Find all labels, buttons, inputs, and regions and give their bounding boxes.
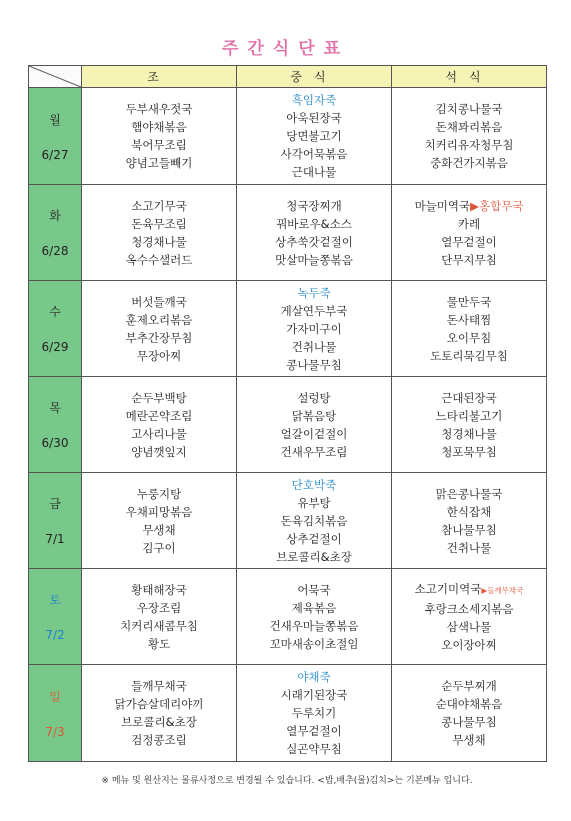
menu-item: 검정콩조림: [131, 733, 187, 747]
menu-item: 닭가슴살데리야끼: [114, 697, 204, 711]
menu-item: 청경채나물: [131, 234, 187, 249]
day-date: 7/3: [45, 724, 65, 739]
menu-item: 무생채: [142, 522, 176, 537]
lunch-cell: [237, 665, 392, 762]
menu-item: 사각어묵볶음: [280, 147, 348, 161]
menu-item: 맛살마늘쫑볶음: [275, 252, 353, 267]
menu-item: 버섯들깨국: [131, 294, 187, 309]
menu-item: 훈제오리볶음: [125, 312, 193, 327]
alternative-menu-note: ▶홍합무국: [470, 198, 524, 213]
menu-item: 두부새우젓국: [125, 102, 193, 116]
footer-note: ※ 메뉴 및 원산지는 물류사정으로 변경될 수 있습니다. <밥,배추(물)김치>는 기본메뉴 입니다.: [101, 776, 473, 786]
menu-item: 오이장아찌: [441, 637, 497, 652]
menu-item: 브로콜리&초장: [276, 549, 352, 564]
day-cell: [29, 569, 82, 665]
column-header-lunch: 중식: [237, 66, 392, 88]
menu-item: 참나물무침: [441, 522, 497, 537]
dinner-cell: [392, 665, 547, 762]
menu-item: 가자미구이: [286, 321, 342, 336]
day-date: 6/29: [41, 340, 69, 354]
menu-item: 순두부백탕: [131, 390, 187, 405]
menu-item: 건새우마늘쫑볶음: [269, 618, 359, 633]
menu-item: 근대나물: [291, 165, 337, 179]
porridge-special: 녹두죽: [297, 285, 331, 300]
menu-item: 돈채꽈리볶음: [435, 120, 503, 134]
menu-item-text: 마늘미역국: [414, 198, 471, 213]
menu-item: 콩나물무침: [441, 715, 497, 729]
menu-item: 우장조림: [136, 600, 182, 615]
menu-item: 김치콩나물국: [435, 102, 503, 116]
menu-item: 제육볶음: [291, 600, 337, 615]
menu-item: 건취나물: [446, 540, 492, 555]
menu-item: 황태해장국: [131, 582, 187, 597]
column-header-breakfast: 조: [82, 66, 237, 88]
menu-item: 양념고들빼기: [125, 156, 193, 170]
menu-item: 시래기된장국: [280, 688, 348, 702]
menu-item: 치커리새콤무침: [120, 618, 198, 633]
breakfast-cell: [82, 281, 237, 377]
day-name: 화: [49, 209, 61, 223]
porridge-special: 단호박죽: [291, 477, 337, 492]
menu-item: 후랑크소세지볶음: [424, 601, 514, 616]
breakfast-cell: [82, 473, 237, 569]
day-date: 6/30: [41, 436, 69, 450]
menu-item: 메란곤약조림: [125, 408, 193, 423]
menu-item: 느타리불고기: [435, 408, 503, 423]
menu-item: 열무겉절이: [441, 234, 497, 249]
menu-item: 돈사태찜: [446, 312, 492, 327]
menu-item: 아욱된장국: [286, 111, 342, 125]
menu-item: 청포묵무침: [441, 444, 497, 459]
menu-item: 고사리나물: [131, 426, 187, 441]
menu-item: 근대된장국: [441, 390, 497, 405]
menu-item: [392, 580, 546, 600]
dinner-cell: [392, 377, 547, 473]
menu-item: 꿔바로우&소스: [276, 216, 352, 231]
menu-item: 물만두국: [446, 294, 492, 309]
menu-item: 카레: [457, 216, 481, 231]
menu-item: 들깨무채국: [131, 679, 187, 693]
menu-item: 당면불고기: [286, 129, 342, 143]
menu-item: 돈육김치볶음: [280, 513, 348, 528]
menu-item: 한식잡채: [446, 504, 492, 519]
alternative-menu-note: ▶들깨무채국: [481, 585, 524, 595]
day-date: 7/2: [45, 628, 65, 642]
menu-item: 오이무침: [446, 330, 492, 345]
table-header-row: [29, 66, 547, 88]
table-row: [29, 473, 547, 569]
menu-item: 소고기무국: [131, 198, 187, 213]
table-row: [29, 185, 547, 281]
menu-item-text: 소고기미역국: [414, 581, 482, 596]
lunch-cell: [237, 88, 392, 185]
day-name: 수: [49, 305, 61, 319]
porridge-special: 흑임자죽: [291, 93, 337, 107]
page-title: 주간식단표: [221, 39, 350, 59]
menu-item: 어묵국: [297, 582, 331, 597]
menu-item: 도토리묵김무침: [430, 348, 508, 363]
menu-item: 청국장찌개: [286, 198, 342, 213]
day-name: 목: [49, 401, 61, 415]
menu-item: 황도: [147, 636, 171, 651]
menu-item: 중화건가지볶음: [430, 156, 508, 170]
day-name: 토: [49, 593, 61, 607]
day-name: 일: [49, 689, 61, 704]
menu-item: 치커리유자청무침: [424, 138, 514, 152]
menu-item: 단무지무침: [441, 252, 497, 267]
table-row: [29, 88, 547, 185]
menu-item: 순대야채볶음: [435, 697, 503, 711]
day-date: 7/1: [45, 532, 65, 546]
menu-item: 열무겉절이: [286, 724, 342, 738]
porridge-special: 야채죽: [297, 670, 331, 684]
menu-item: 닭볶음탕: [291, 408, 337, 423]
menu-body: [29, 88, 547, 762]
menu-item: 양념깻잎지: [131, 444, 187, 459]
dinner-cell: [392, 281, 547, 377]
menu-item: 우채피망볶음: [125, 504, 193, 519]
menu-item: 얼갈이겉절이: [280, 426, 348, 441]
day-cell: [29, 473, 82, 569]
table-row: [29, 281, 547, 377]
menu-item: 무생채: [452, 733, 486, 747]
menu-item: 순두부찌개: [441, 679, 497, 693]
menu-item: 콩나물무침: [286, 357, 342, 372]
breakfast-cell: [82, 377, 237, 473]
menu-item: 브로콜리&초장: [121, 715, 197, 729]
day-cell: [29, 377, 82, 473]
table-row: [29, 665, 547, 762]
column-header-dinner: 석식: [392, 66, 547, 88]
breakfast-cell: [82, 185, 237, 281]
day-date: 6/28: [41, 244, 69, 258]
menu-item: 북어무조림: [131, 138, 187, 152]
menu-item: 설렁탕: [297, 390, 331, 405]
menu-item: 건새우무조림: [280, 444, 348, 459]
day-cell: [29, 88, 82, 185]
menu-item: 게살연두부국: [280, 303, 348, 318]
menu-item: 누룽지탕: [136, 486, 182, 501]
day-cell: [29, 665, 82, 762]
menu-item: 유부탕: [297, 495, 331, 510]
breakfast-cell: [82, 665, 237, 762]
menu-item: 꼬마새송이초절임: [269, 636, 359, 651]
day-cell: [29, 185, 82, 281]
menu-item: 김구이: [142, 540, 176, 555]
lunch-cell: [237, 281, 392, 377]
menu-item: 무장아찌: [136, 348, 182, 363]
day-name: 금: [49, 497, 61, 511]
menu-item: 햄야채볶음: [131, 120, 187, 134]
menu-item: 부추간장무침: [125, 330, 193, 345]
table-row: [29, 569, 547, 665]
lunch-cell: [237, 473, 392, 569]
menu-item: 옥수수샐러드: [125, 252, 193, 267]
day-name: 월: [49, 112, 61, 127]
day-cell: [29, 281, 82, 377]
dinner-cell: [392, 88, 547, 185]
dinner-cell: [392, 569, 547, 665]
menu-item: [392, 197, 546, 215]
breakfast-cell: [82, 88, 237, 185]
corner-cell: [29, 66, 82, 88]
lunch-cell: [237, 377, 392, 473]
menu-item: 삼색나물: [446, 619, 492, 634]
breakfast-cell: [82, 569, 237, 665]
menu-item: 두루치기: [291, 706, 337, 720]
dinner-cell: [392, 473, 547, 569]
table-row: [29, 377, 547, 473]
lunch-cell: [237, 185, 392, 281]
menu-item: 맑은콩나물국: [435, 486, 503, 501]
menu-item: 실곤약무침: [286, 742, 342, 756]
lunch-cell: [237, 569, 392, 665]
menu-item: 청경채나물: [441, 426, 497, 441]
menu-item: 건취나물: [291, 339, 337, 354]
day-date: 6/27: [41, 147, 69, 162]
menu-table: [28, 65, 547, 762]
menu-item: 상추쑥갓겉절이: [275, 234, 353, 249]
menu-item: 상추겉절이: [286, 531, 342, 546]
dinner-cell: [392, 185, 547, 281]
menu-item: 돈육무조림: [131, 216, 187, 231]
